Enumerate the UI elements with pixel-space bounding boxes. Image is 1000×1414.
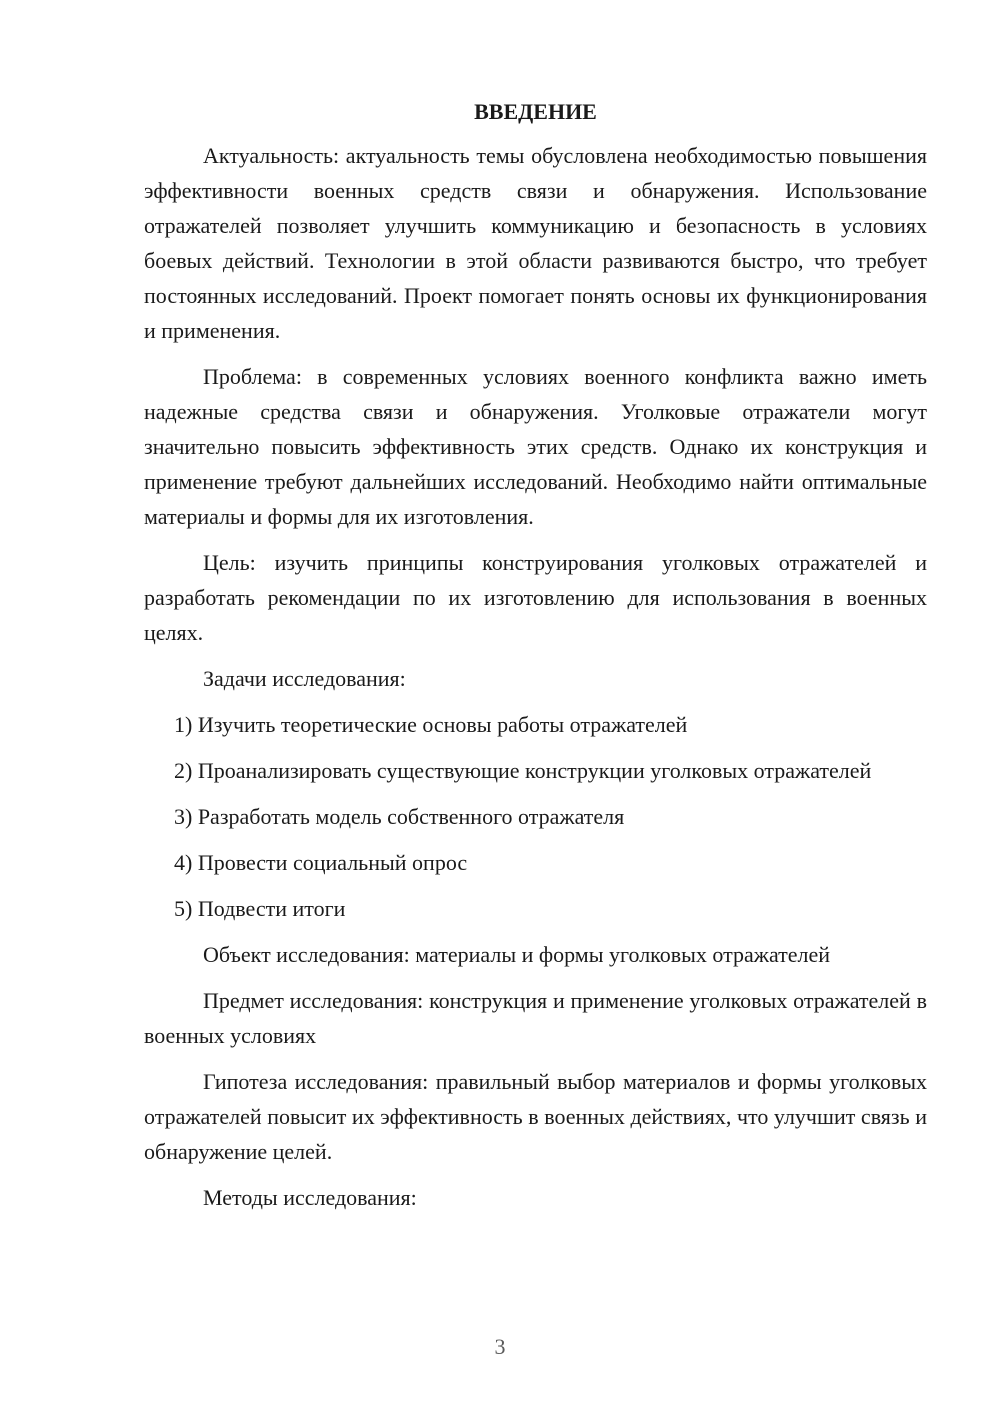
task-item-1: 1) Изучить теоретические основы работы отражателей <box>174 712 688 737</box>
task-item-2: 2) Проанализировать существующие конструкции уголковых отражателей <box>174 758 872 783</box>
tasks-heading: Задачи исследования: <box>203 666 406 691</box>
paragraph-object: Объект исследования: материалы и формы уголковых отражателей <box>203 942 831 967</box>
methods-heading: Методы исследования: <box>203 1185 417 1210</box>
paragraph-goal: Цель: изучить принципы конструирования уголковых отражателей и разработать рекомендации по их изготовлению для использования в военных целях. <box>144 550 927 645</box>
paragraph-hypothesis: Гипотеза исследования: правильный выбор материалов и формы уголковых отражателей повысит их эффективность в военных действиях, что улучшит связь и обнаружение целей. <box>144 1069 927 1164</box>
paragraph-problem: Проблема: в современных условиях военного конфликта важно иметь надежные средства связи и обнаружения. Уголковые отражатели могут значительно повысить эффективность этих средств. Однако их конструкция и применение требуют дальнейших исследований. Необходимо найти оптимальные материалы и формы для их изготовления. <box>144 364 927 529</box>
task-item-5: 5) Подвести итоги <box>174 896 346 921</box>
paragraph-subject: Предмет исследования: конструкция и применение уголковых отражателей в военных условиях <box>144 988 927 1048</box>
task-item-3: 3) Разработать модель собственного отражателя <box>174 804 625 829</box>
paragraph-relevance: Актуальность: актуальность темы обусловлена необходимостью повышения эффективности военных средств связи и обнаружения. Использование отражателей позволяет улучшить коммуникацию и безопасность в условиях боевых действий. Технологии в этой области развиваются быстро, что требует постоянных исследований. Проект помогает понять основы их функционирования и применения. <box>144 143 927 343</box>
document-page <box>144 94 927 1226</box>
task-item-4: 4) Провести социальный опрос <box>174 850 468 875</box>
page-number: 3 <box>494 1334 506 1359</box>
section-title: ВВЕДЕНИЕ <box>474 99 597 124</box>
